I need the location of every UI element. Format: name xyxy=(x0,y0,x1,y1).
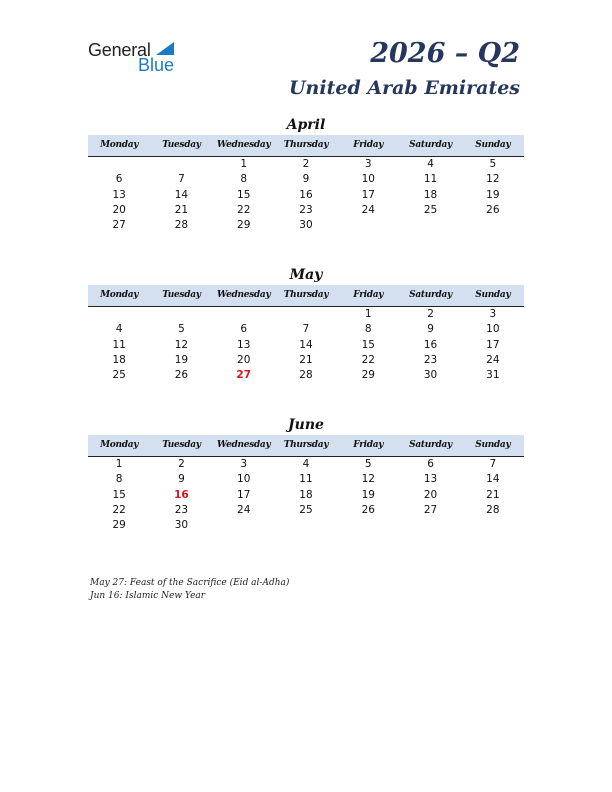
month-name: May xyxy=(289,267,323,283)
day-cell: 13 xyxy=(423,473,438,486)
day-cell: 20 xyxy=(112,203,126,216)
day-cell: 5 xyxy=(178,323,185,336)
day-cell xyxy=(275,307,337,322)
day-cell xyxy=(88,157,150,172)
holiday-day-cell: 27 xyxy=(236,369,252,382)
day-cell: 7 xyxy=(489,458,497,470)
page-subtitle: United Arab Emirates xyxy=(288,77,520,99)
day-cell: 15 xyxy=(361,338,375,351)
month-may xyxy=(88,265,524,383)
day-cell: 27 xyxy=(423,503,438,516)
weekday-label: Monday xyxy=(100,290,139,300)
day-cell: 24 xyxy=(361,203,375,216)
week-row xyxy=(88,488,524,503)
day-cell: 29 xyxy=(237,219,251,232)
day-cell: 15 xyxy=(112,488,126,501)
week-row xyxy=(88,368,524,383)
day-cell: 8 xyxy=(240,173,248,186)
day-cell: 30 xyxy=(423,369,438,382)
day-cell: 17 xyxy=(486,338,500,351)
weekday-label: Friday xyxy=(353,290,384,300)
day-cell: 14 xyxy=(174,188,189,201)
day-cell: 24 xyxy=(237,503,251,516)
day-cell: 9 xyxy=(178,473,185,486)
day-cell: 26 xyxy=(174,369,189,382)
day-cell: 11 xyxy=(299,473,313,486)
day-cell: 20 xyxy=(237,353,251,366)
week-row xyxy=(88,353,524,368)
day-cell: 3 xyxy=(364,158,372,170)
day-cell: 22 xyxy=(361,353,375,366)
holiday-note: Jun 16: Islamic New Year xyxy=(90,591,206,601)
day-cell: 2 xyxy=(302,158,310,170)
weekday-header xyxy=(88,285,524,307)
day-cell: 7 xyxy=(178,173,185,186)
week-row xyxy=(88,472,524,487)
day-cell: 14 xyxy=(486,473,500,486)
generalblue-logo xyxy=(88,40,188,76)
weekday-label: Friday xyxy=(353,440,384,450)
day-cell: 13 xyxy=(237,338,251,351)
day-cell: 19 xyxy=(486,188,500,201)
day-cell: 18 xyxy=(423,188,438,201)
week-row xyxy=(88,338,524,353)
weekday-label: Monday xyxy=(100,440,139,450)
day-cell: 7 xyxy=(302,323,310,336)
day-cell: 23 xyxy=(423,353,438,366)
month-name: June xyxy=(288,417,324,433)
day-cell: 27 xyxy=(112,219,126,232)
day-cell: 5 xyxy=(364,458,372,470)
week-row xyxy=(88,457,524,472)
weekday-label: Tuesday xyxy=(162,440,201,450)
day-cell: 4 xyxy=(302,458,310,470)
weekday-label: Wednesday xyxy=(217,290,271,300)
day-cell: 12 xyxy=(174,338,189,351)
day-cell xyxy=(150,307,212,322)
day-cell: 23 xyxy=(174,503,189,516)
weekday-label: Tuesday xyxy=(162,140,201,150)
weekday-label: Saturday xyxy=(409,440,452,450)
week-row xyxy=(88,203,524,218)
day-cell: 17 xyxy=(361,188,375,201)
day-cell: 10 xyxy=(361,173,375,186)
day-cell: 6 xyxy=(115,173,123,186)
week-row xyxy=(88,218,524,233)
logo-triangle-icon xyxy=(156,42,174,55)
holiday-note: May 27: Feast of the Sacrifice (Eid al-Adha) xyxy=(90,578,290,588)
day-cell: 24 xyxy=(486,353,500,366)
weekday-label: Monday xyxy=(100,140,139,150)
day-cell: 14 xyxy=(299,338,313,351)
day-cell: 11 xyxy=(423,173,438,186)
day-cell: 15 xyxy=(237,188,251,201)
day-cell: 28 xyxy=(486,503,500,516)
day-cell xyxy=(462,518,524,533)
week-row xyxy=(88,172,524,187)
logo-text-blue: Blue xyxy=(138,55,175,75)
day-cell xyxy=(399,218,461,233)
day-cell: 29 xyxy=(112,519,126,532)
day-cell: 16 xyxy=(299,188,313,201)
day-cell: 28 xyxy=(299,369,313,382)
weekday-label: Thursday xyxy=(283,440,329,450)
day-cell: 5 xyxy=(489,158,497,170)
weekday-label: Thursday xyxy=(283,140,329,150)
page-title: 2026 – Q2 xyxy=(370,38,520,69)
weekday-label: Thursday xyxy=(283,290,329,300)
day-cell: 19 xyxy=(174,353,189,366)
weekday-label: Sunday xyxy=(475,140,511,150)
day-cell xyxy=(462,218,524,233)
day-cell: 25 xyxy=(423,203,438,216)
day-cell xyxy=(213,307,275,322)
day-cell: 3 xyxy=(240,458,248,470)
weekday-label: Tuesday xyxy=(162,290,201,300)
day-cell: 1 xyxy=(240,158,248,170)
day-cell xyxy=(337,518,399,533)
day-cell: 22 xyxy=(237,203,251,216)
day-cell: 26 xyxy=(361,503,375,516)
day-cell: 10 xyxy=(237,473,251,486)
day-cell: 25 xyxy=(112,369,126,382)
day-cell: 9 xyxy=(427,323,434,336)
week-row xyxy=(88,157,524,172)
weekday-header xyxy=(88,135,524,157)
day-cell: 30 xyxy=(299,219,313,232)
day-cell: 8 xyxy=(115,473,123,486)
day-cell: 12 xyxy=(361,473,375,486)
week-row xyxy=(88,307,524,322)
day-cell: 31 xyxy=(486,369,500,382)
day-cell xyxy=(337,218,399,233)
day-cell: 28 xyxy=(174,219,189,232)
weekday-label: Sunday xyxy=(475,290,511,300)
day-cell: 13 xyxy=(112,188,126,201)
day-cell: 21 xyxy=(486,488,500,501)
day-cell: 2 xyxy=(427,308,434,320)
day-cell: 1 xyxy=(364,308,372,320)
week-row xyxy=(88,322,524,337)
day-cell: 18 xyxy=(112,353,126,366)
week-row xyxy=(88,503,524,518)
month-april xyxy=(88,115,524,233)
day-cell: 18 xyxy=(299,488,313,501)
weekday-header xyxy=(88,435,524,457)
month-june xyxy=(88,415,524,533)
holiday-day-cell: 16 xyxy=(174,488,189,501)
day-cell xyxy=(275,518,337,533)
day-cell xyxy=(88,307,150,322)
day-cell: 9 xyxy=(302,173,310,186)
day-cell: 17 xyxy=(237,488,251,501)
weekday-label: Wednesday xyxy=(217,440,271,450)
day-cell: 6 xyxy=(240,323,248,336)
weekday-label: Wednesday xyxy=(217,140,271,150)
day-cell: 29 xyxy=(361,369,375,382)
day-cell xyxy=(150,157,212,172)
day-cell: 20 xyxy=(423,488,438,501)
week-row xyxy=(88,188,524,203)
day-cell: 25 xyxy=(299,503,313,516)
day-cell: 21 xyxy=(299,353,313,366)
day-cell xyxy=(399,518,461,533)
day-cell: 6 xyxy=(427,458,434,470)
weekday-label: Sunday xyxy=(475,440,511,450)
day-cell: 22 xyxy=(112,503,126,516)
weekday-label: Saturday xyxy=(409,140,452,150)
day-cell: 2 xyxy=(178,458,185,470)
day-cell: 12 xyxy=(486,173,500,186)
holiday-notes xyxy=(90,577,289,603)
logo-text-general: General xyxy=(88,40,151,60)
day-cell: 8 xyxy=(364,323,372,336)
day-cell: 4 xyxy=(427,158,434,170)
day-cell: 4 xyxy=(115,323,123,336)
day-cell: 23 xyxy=(299,203,313,216)
day-cell: 26 xyxy=(486,203,500,216)
weekday-label: Saturday xyxy=(409,290,452,300)
month-name: April xyxy=(286,117,326,133)
day-cell: 11 xyxy=(112,338,126,351)
day-cell xyxy=(213,518,275,533)
day-cell: 10 xyxy=(486,323,500,336)
day-cell: 1 xyxy=(115,458,123,470)
day-cell: 16 xyxy=(423,338,438,351)
weekday-label: Friday xyxy=(353,140,384,150)
day-cell: 19 xyxy=(361,488,375,501)
week-row xyxy=(88,518,524,533)
day-cell: 3 xyxy=(489,308,497,320)
day-cell: 21 xyxy=(174,203,189,216)
day-cell: 30 xyxy=(174,519,189,532)
